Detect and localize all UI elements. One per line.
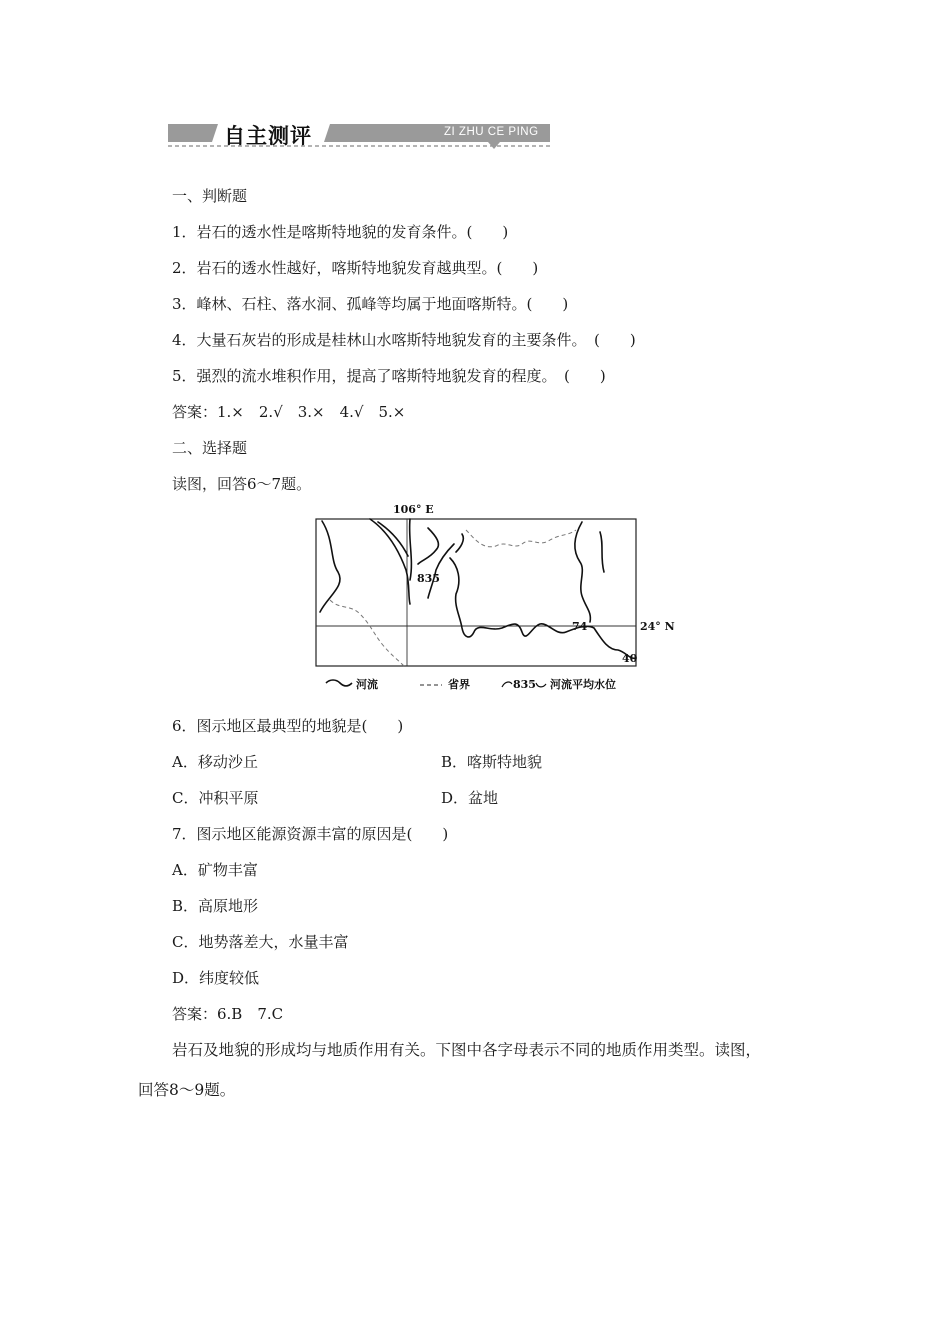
q6-option-c: C．冲积平原 (172, 789, 259, 807)
latitude-label: 24° N (640, 620, 675, 633)
section-banner (168, 122, 550, 150)
longitude-label: 106° E (393, 503, 434, 516)
q6-option-a: A．移动沙丘 (172, 753, 258, 771)
judgment-heading: 一、判断题 (172, 187, 248, 205)
legend-level-icon-left (502, 682, 512, 687)
judgment-item-5: 5．强烈的流水堆积作用，提高了喀斯特地貌发育的程度。 ( ) (172, 367, 606, 385)
read-map-instruction: 读图，回答6～7题。 (172, 475, 312, 493)
choice-answer: 答案：6.B 7.C (172, 1005, 284, 1023)
banner-subtitle: ZI ZHU CE PING (444, 126, 539, 138)
provincial-borders (330, 530, 576, 666)
q7-option-a: A．矿物丰富 (172, 861, 258, 879)
legend-river-icon (326, 680, 352, 686)
river-map-figure (310, 500, 680, 700)
q7-stem: 7．图示地区能源资源丰富的原因是( ) (172, 825, 449, 843)
judgment-item-2: 2．岩石的透水性越好，喀斯特地貌发育越典型。( ) (172, 259, 539, 277)
legend-level-label: 河流平均水位 (550, 678, 616, 691)
legend-level-number: 835 (513, 678, 536, 691)
q6-stem: 6．图示地区最典型的地貌是( ) (172, 717, 404, 735)
legend-level-icon-right (536, 683, 546, 687)
water-level-label-40: 40 (622, 652, 638, 665)
water-level-label-835: 835 (417, 572, 440, 585)
judgment-answer: 答案：1.× 2.√ 3.× 4.√ 5.× (172, 403, 406, 421)
map-frame (316, 519, 636, 666)
map-legend (326, 677, 616, 691)
q7-option-d: D．纬度较低 (172, 969, 260, 987)
judgment-item-4: 4．大量石灰岩的形成是桂林山水喀斯特地貌发育的主要条件。 ( ) (172, 331, 636, 349)
q6-option-b: B．喀斯特地貌 (441, 753, 543, 771)
legend-river-label: 河流 (356, 678, 378, 691)
q7-option-c: C．地势落差大，水量丰富 (172, 933, 349, 951)
legend-border-label: 省界 (448, 678, 470, 691)
judgment-item-3: 3．峰林、石柱、落水洞、孤峰等均属于地面喀斯特。( ) (172, 295, 569, 313)
river-map (310, 500, 680, 700)
rivers (320, 519, 636, 658)
water-level-label-74: 74 (572, 620, 588, 633)
banner-title: 自主测评 (224, 124, 312, 148)
judgment-item-1: 1．岩石的透水性是喀斯特地貌的发育条件。( ) (172, 223, 509, 241)
q7-option-b: B．高原地形 (172, 897, 259, 915)
choice-heading: 二、选择题 (172, 439, 248, 457)
q6-option-d: D．盆地 (441, 789, 499, 807)
paragraph-line-2: 回答8～9题。 (138, 1081, 236, 1099)
paragraph-line-1: 岩石及地貌的形成均与地质作用有关。下图中各字母表示不同的地质作用类型。读图， (172, 1041, 762, 1059)
